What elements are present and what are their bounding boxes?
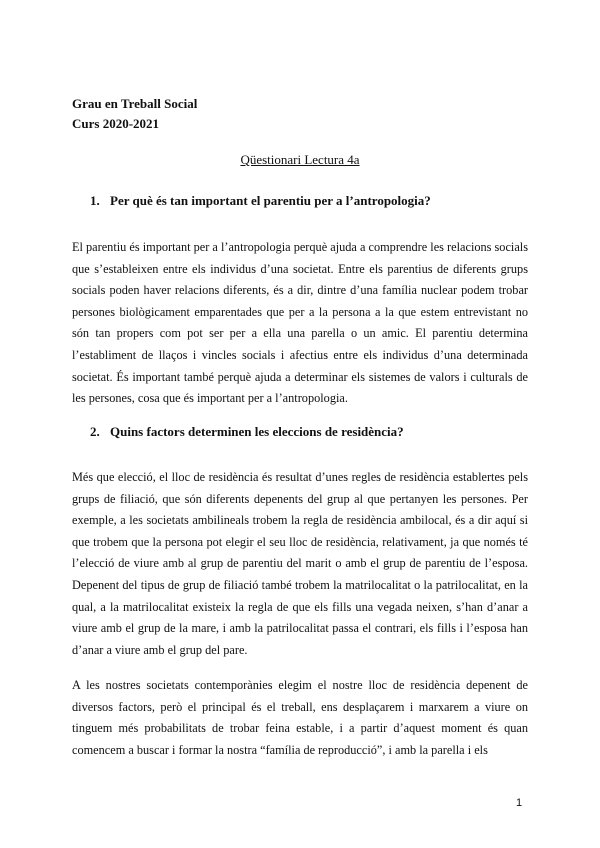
answer-1-paragraph: El parentiu és important per a l’antropologia perquè ajuda a comprendre les relacions socials que s’estableixen entre els individus d’una societat. Entre els parentius de diferents grups socials poden haver relacions diferents, és a dir, dintre d’una família nuclear podem trobar persones biològicament emparentades que per a la persona a la que estem entrevistant no són tan propers com pot ser per a ella una parella o un amic. El parentiu determina l’establiment de llaços i vincles socials i afectius entre els individus d’una determinada societat. És important també perquè ajuda a determinar els sistemes de valors i culturals de les persones, cosa que és important per a l’antropologia. — [72, 240, 528, 406]
answer-2-paragraph-1: Més que elecció, el lloc de residència és resultat d’unes regles de residència establertes pels grups de filiació, que són diferents depenents del grup al que pertanyen les persones. Per exemple, a les societats ambilineals trobem la regla de residència ambilocal, és a dir aquí si que trobem que la persona pot elegir el seu lloc de residència, relativament, ja que només té l’elecció de viure amb al grup de parentiu del marit o amb el grup de parentiu de l’esposa. Depenent del tipus de grup de filiació també trobem la matrilocalitat o la patrilocalitat, en la qual, a la matrilocalitat existeix la regla de que els fills una vegada neixen, s’han d’anar a viure amb el grup de la mare, i amb la patrilocalitat passa el contrari, els fills i l’esposa han d’anar a viure amb el grup del pare. — [72, 470, 528, 657]
degree-line: Grau en Treball Social — [72, 96, 198, 111]
question-1 — [90, 193, 431, 209]
question-2-number: 2. — [90, 424, 100, 439]
document-header — [72, 94, 197, 134]
question-2-text: Quins factors determinen les eleccions de residència? — [110, 424, 404, 439]
question-1-number: 1. — [90, 193, 100, 208]
page-number: 1 — [516, 797, 523, 809]
question-1-text: Per què és tan important el parentiu per a l’antropologia? — [110, 193, 431, 208]
question-2 — [90, 424, 404, 440]
course-line: Curs 2020-2021 — [72, 116, 160, 131]
document-title: Qüestionari Lectura 4a — [240, 152, 360, 167]
answer-2-paragraph-2: A les nostres societats contemporànies elegim el nostre lloc de residència depenent de diversos factors, però el principal és el treball, ens desplaçarem i marxarem a viure on tinguem més probabilitats de trobar feina estable, i a partir d’aquest moment és quan comencem a buscar i formar la nostra “família de reproducció”, i amb la parella i els — [72, 678, 528, 757]
